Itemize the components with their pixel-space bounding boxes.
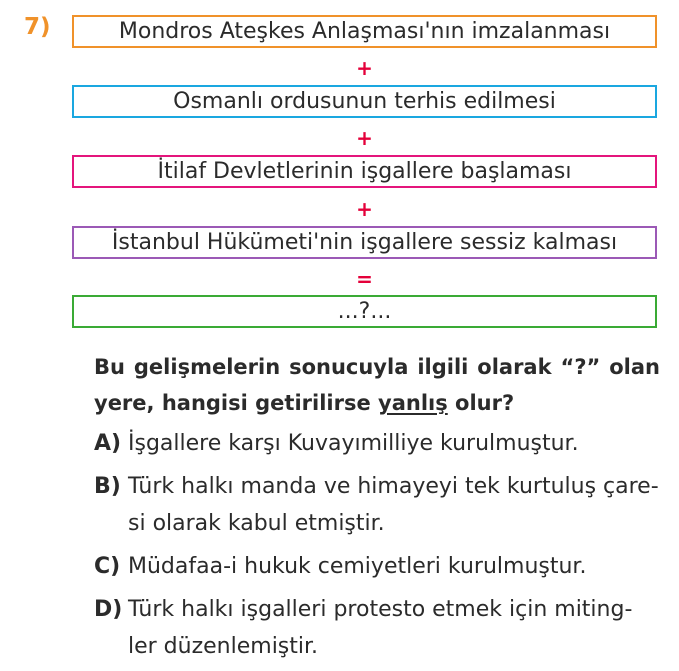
- equals-operator: =: [356, 267, 373, 291]
- option-c-text: Müdafaa-i hukuk cemiyetleri kurulmuştur.: [128, 554, 587, 579]
- plus-operator-1: +: [356, 56, 373, 80]
- plus-operator-2: +: [356, 126, 373, 150]
- box-itilaf-text: İtilaf Devletlerinin işgallere başlaması: [157, 159, 572, 184]
- options-list: [94, 425, 660, 671]
- question-underlined: yanlış: [378, 391, 448, 415]
- box-istanbul: [72, 226, 657, 259]
- question-part1: Bu gelişmelerin sonucuyla ilgili olarak “?” olan yere, hangisi getirilirse: [94, 355, 660, 415]
- option-c[interactable]: [94, 548, 660, 585]
- box-unknown-result: [72, 295, 657, 328]
- box-unknown-result-text: ...?...: [337, 299, 392, 324]
- question-part2: olur?: [447, 391, 515, 415]
- box-terhis-text: Osmanlı ordusunun terhis edilmesi: [173, 89, 556, 114]
- question-stem: [94, 349, 660, 421]
- option-a-letter: A): [94, 431, 122, 456]
- box-terhis: [72, 85, 657, 118]
- option-b[interactable]: [94, 468, 660, 542]
- option-b-text: Türk halkı manda ve himayeyi tek kurtuluş çare-si olarak kabul etmiştir.: [128, 474, 659, 536]
- option-a[interactable]: [94, 425, 660, 462]
- plus-operator-3: +: [356, 197, 373, 221]
- box-mondros-text: Mondros Ateşkes Anlaşması'nın imzalanması: [118, 19, 611, 44]
- box-istanbul-text: İstanbul Hükümeti'nin işgallere sessiz kalması: [111, 230, 618, 255]
- option-d[interactable]: [94, 591, 660, 665]
- option-d-letter: D): [94, 597, 123, 622]
- question-number: 7): [24, 14, 51, 40]
- option-a-text: İşgallere karşı Kuvayımilliye kurulmuştur.: [128, 431, 579, 456]
- option-b-letter: B): [94, 474, 121, 499]
- box-itilaf: [72, 155, 657, 188]
- option-d-text: Türk halkı işgalleri protesto etmek için miting-ler düzenlemiştir.: [128, 597, 633, 659]
- box-mondros: [72, 15, 657, 48]
- option-c-letter: C): [94, 554, 121, 579]
